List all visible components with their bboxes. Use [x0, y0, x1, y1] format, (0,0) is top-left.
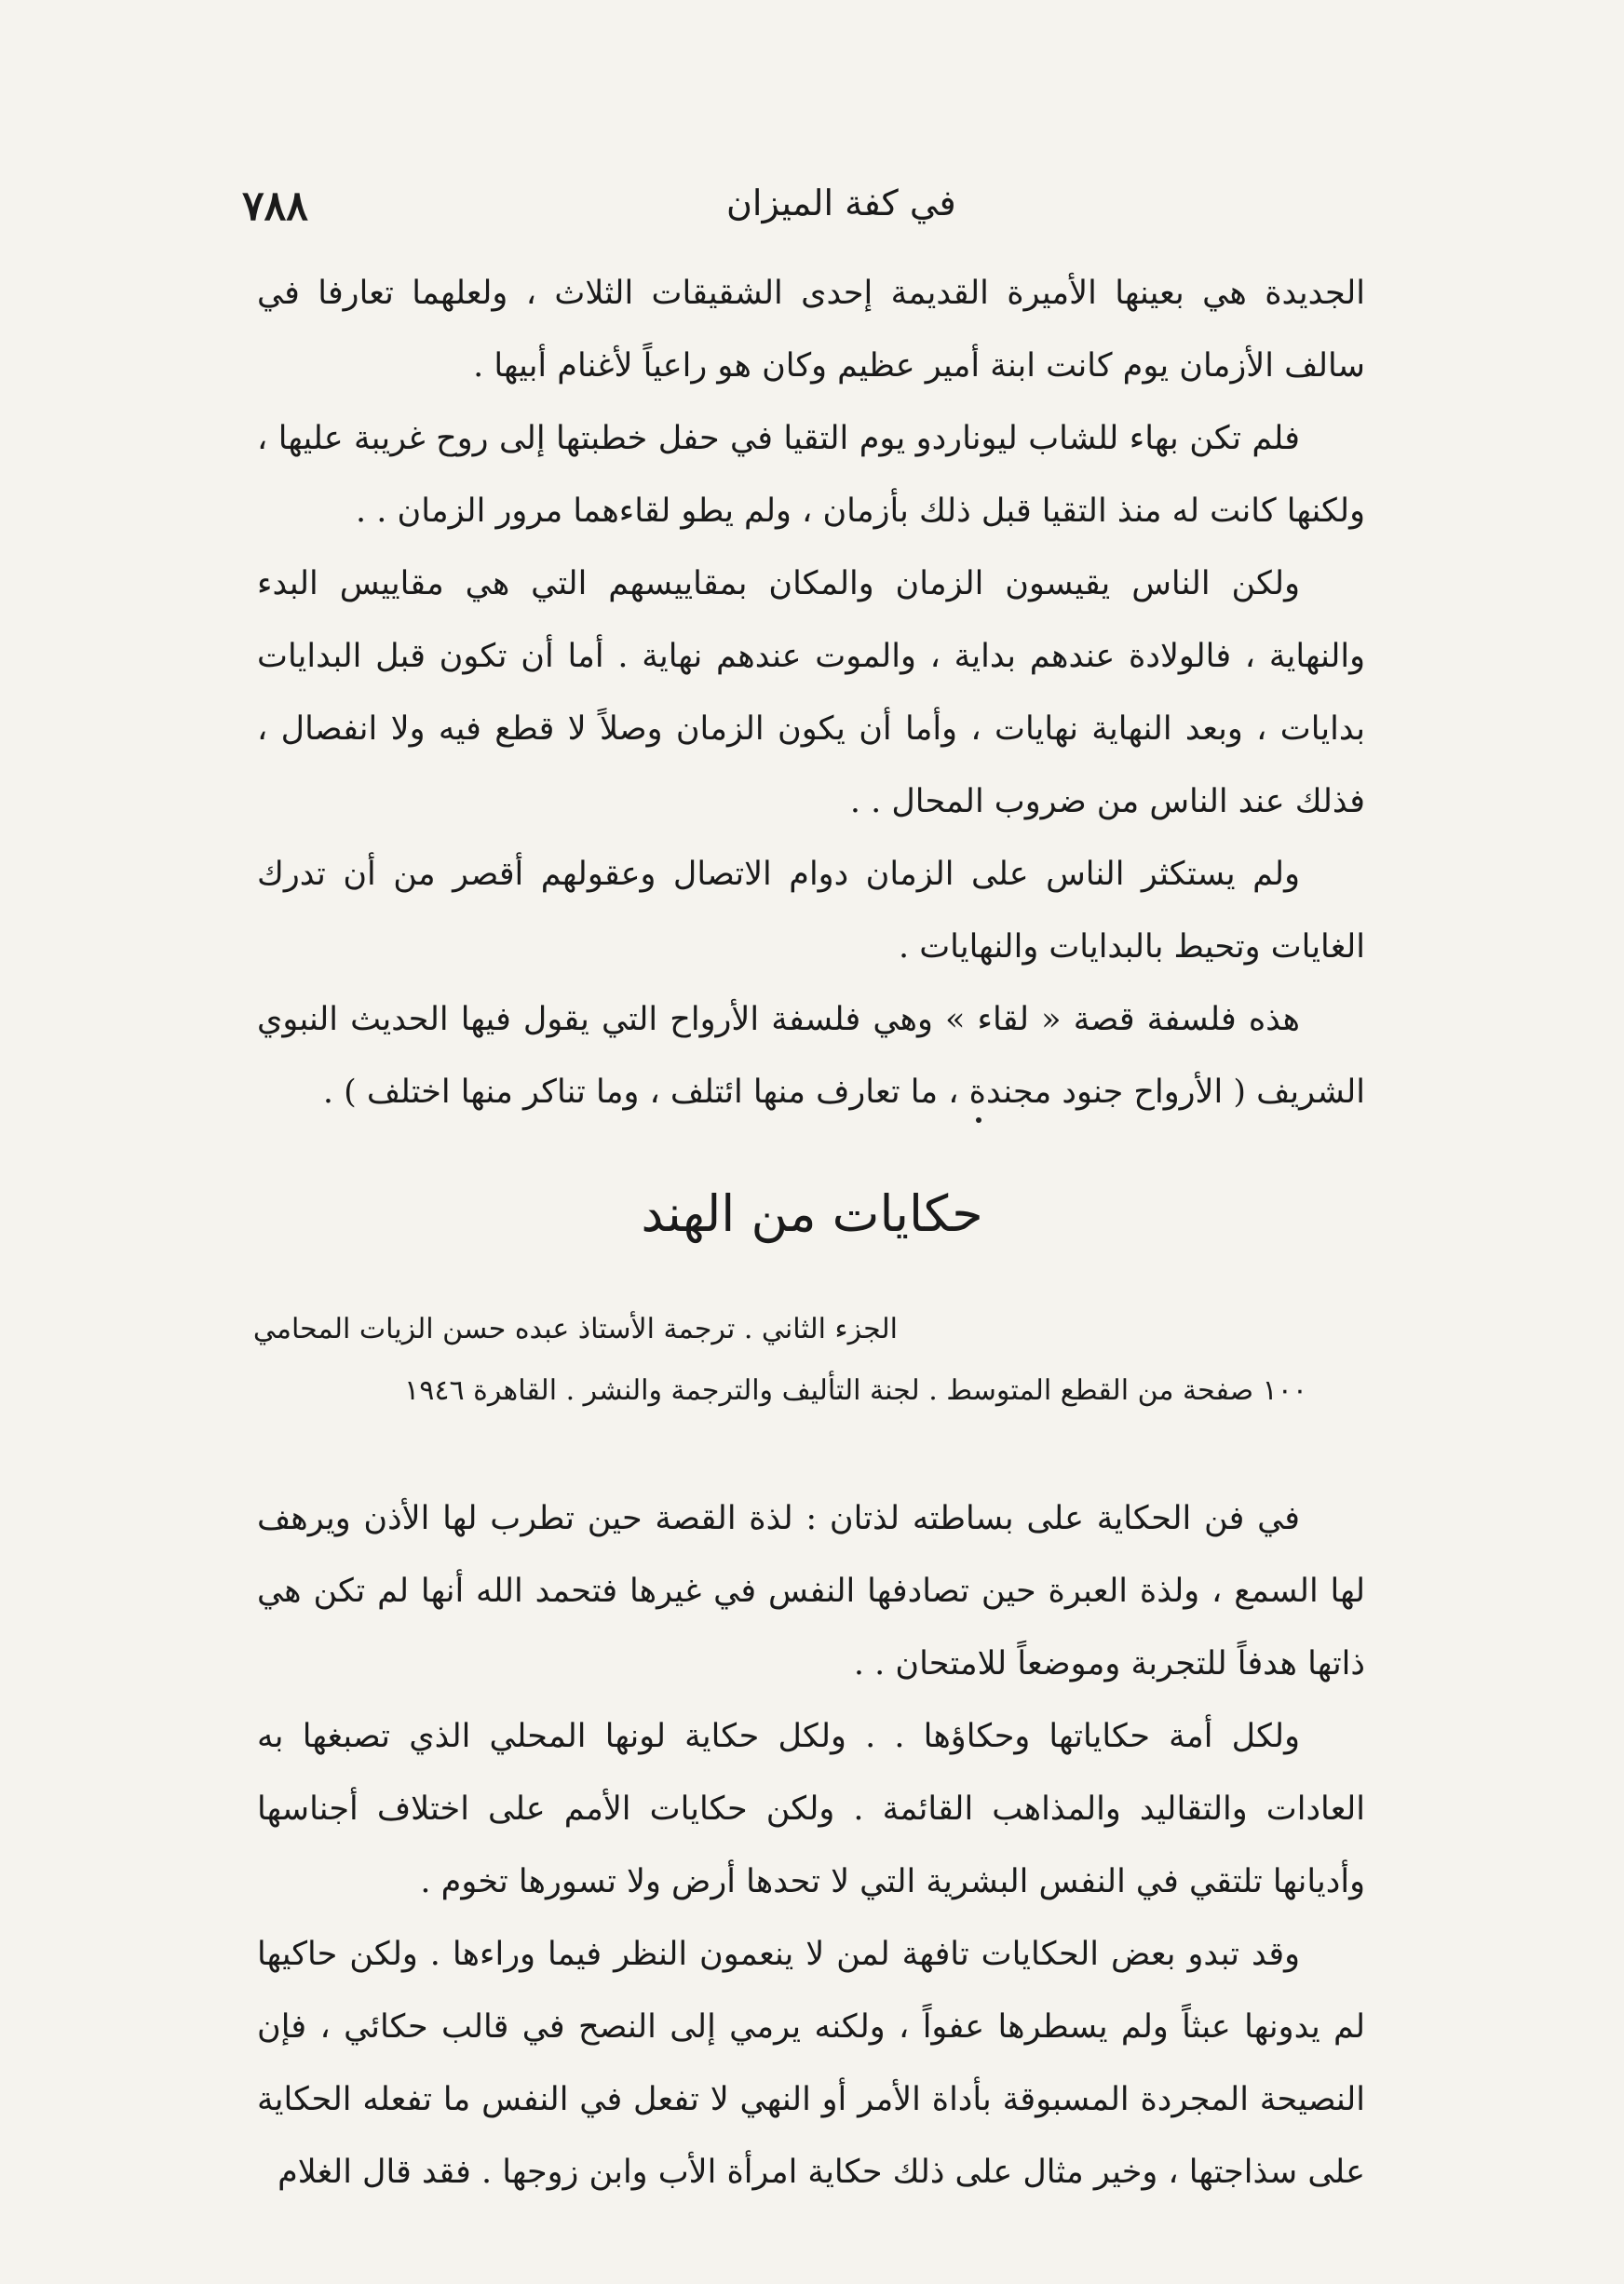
running-head: [242, 182, 1364, 238]
bibliographic-line-translator: الجزء الثاني . ترجمة الأستاذ عبده حسن الزيات المحامي: [252, 1313, 898, 1345]
page-number: ٧٨٨: [242, 182, 308, 230]
paragraph: في فن الحكاية على بساطته لذتان : لذة القصة حين تطرب لها الأذن ويرهف لها السمع ، ولذة العبرة حين تصادفها النفس في غيرها فتحمد الله أنها لم تكن هي ذاتها هدفاً للتجربة وموضعاً للامتحان . .: [257, 1500, 1365, 1683]
paragraph: ولم يستكثر الناس على الزمان دوام الاتصال وعقولهم أقصر من أن تدرك الغايات وتحيط بالبدايات والنهايات .: [257, 856, 1365, 966]
bottom-text-block: [257, 1482, 1365, 2209]
section-title: حكايات من الهند: [641, 1184, 983, 1243]
paragraph: هذه فلسفة قصة « لقاء » وهي فلسفة الأرواح التي يقول فيها الحديث النبوي الشريف ( الأرواح جنود مجندة ، ما تعارف منها ائتلف ، وما تناكر منها اختلف ) .: [257, 1001, 1365, 1111]
paragraph: ولكل أمة حكاياتها وحكاؤها . . ولكل حكاية لونها المحلي الذي تصبغها به العادات والتقاليد والمذاهب القائمة . ولكن حكايات الأمم على اختلاف أجناسها وأديانها تلتقي في النفس البشرية التي لا تحدها أرض ولا تسورها تخوم .: [257, 1718, 1365, 1900]
paragraph: الجديدة هي بعينها الأميرة القديمة إحدى الشقيقات الثلاث ، ولعلهما تعارفا في سالف الأزمان يوم كانت ابنة أمير عظيم وكان هو راعياً لأغنام أبيها .: [257, 275, 1365, 385]
paragraph: ولكن الناس يقيسون الزمان والمكان بمقاييسهم التي هي مقاييس البدء والنهاية ، فالولادة عندهم بداية ، والموت عندهم نهاية . أما أن تكون قبل البدايات بدايات ، وبعد النهاية نهايات ، وأما أن يكون الزمان وصلاً لا قطع فيه ولا انفصال ، فذلك عند الناس من ضروب المحال . .: [257, 565, 1365, 820]
top-text-block: [257, 257, 1365, 1128]
bibliographic-line-publication: ١٠٠ صفحة من القطع المتوسط . لجنة التأليف والترجمة والنشر . القاهرة ١٩٤٦: [404, 1374, 1307, 1407]
paragraph: وقد تبدو بعض الحكايات تافهة لمن لا ينعمون النظر فيما وراءها . ولكن حاكيها لم يدونها عبثاً ولم يسطرها عفواً ، ولكنه يرمي إلى النصح في قالب حكائي ، فإن النصيحة المجردة المسبوقة بأداة الأمر أو النهي لا تفعل في النفس ما تفعله الحكاية على سذاجتها ، وخير مثال على ذلك حكاية امرأة الأب وابن زوجها . فقد قال الغلام: [257, 1936, 1365, 2191]
running-title: في كفة الميزان: [726, 182, 956, 223]
section-divider-dot: [976, 1117, 981, 1123]
paragraph: فلم تكن بهاء للشاب ليوناردو يوم التقيا في حفل خطبتها إلى روح غريبة عليها ، ولكنها كانت له منذ التقيا قبل ذلك بأزمان ، ولم يطو لقاءهما مرور الزمان . .: [257, 420, 1365, 530]
